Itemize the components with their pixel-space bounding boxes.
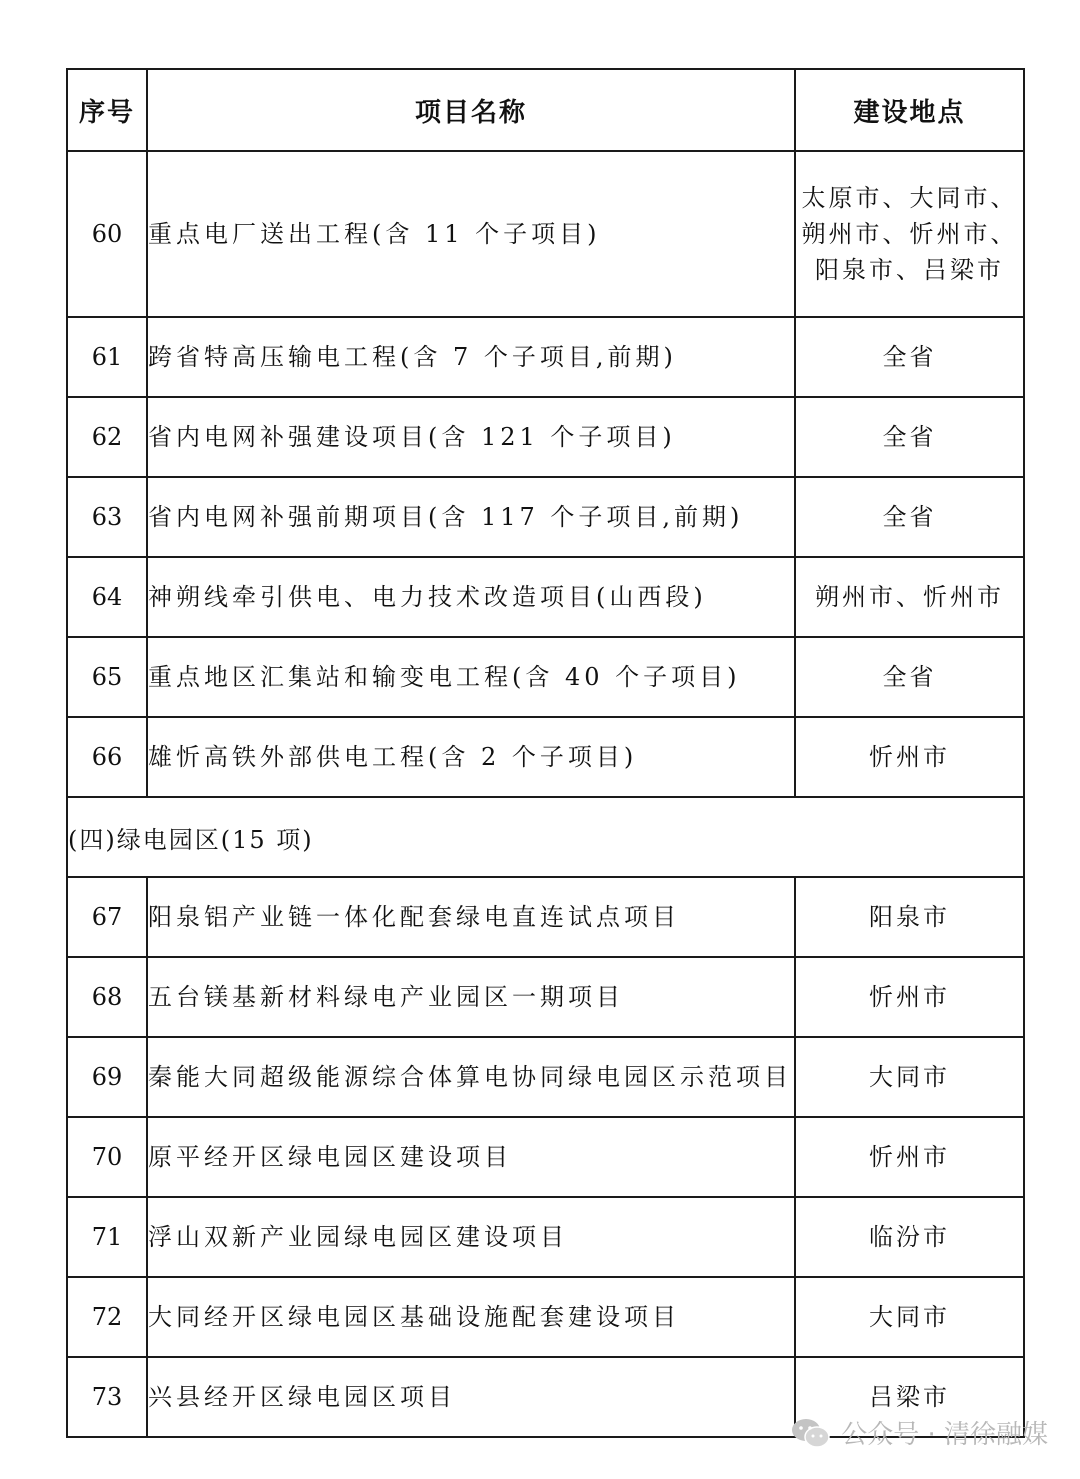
table-row <box>67 151 1024 317</box>
row-name: 浮山双新产业园绿电园区建设项目 <box>147 1197 795 1277</box>
table-row <box>67 957 1024 1037</box>
table-row <box>67 1197 1024 1277</box>
header-index: 序号 <box>67 69 147 151</box>
header-location: 建设地点 <box>795 69 1024 151</box>
row-location: 朔州市、忻州市 <box>795 557 1024 637</box>
row-location: 忻州市 <box>795 957 1024 1037</box>
row-index: 67 <box>67 877 147 957</box>
row-name: 原平经开区绿电园区建设项目 <box>147 1117 795 1197</box>
row-location: 全省 <box>795 637 1024 717</box>
row-index: 73 <box>67 1357 147 1437</box>
row-name: 重点地区汇集站和输变电工程(含 40 个子项目) <box>147 637 795 717</box>
table-row <box>67 1277 1024 1357</box>
row-index: 65 <box>67 637 147 717</box>
row-index: 72 <box>67 1277 147 1357</box>
row-index: 64 <box>67 557 147 637</box>
row-location: 全省 <box>795 477 1024 557</box>
row-location: 太原市、大同市、朔州市、忻州市、阳泉市、吕梁市 <box>795 151 1024 317</box>
row-index: 61 <box>67 317 147 397</box>
row-name: 省内电网补强建设项目(含 121 个子项目) <box>147 397 795 477</box>
project-table <box>66 68 1025 1438</box>
table-row <box>67 637 1024 717</box>
table-row <box>67 877 1024 957</box>
section-heading: (四)绿电园区(15 项) <box>67 797 1024 877</box>
row-location: 全省 <box>795 397 1024 477</box>
table-row <box>67 397 1024 477</box>
table-row <box>67 1117 1024 1197</box>
row-name: 省内电网补强前期项目(含 117 个子项目,前期) <box>147 477 795 557</box>
row-location: 临汾市 <box>795 1197 1024 1277</box>
row-name: 重点电厂送出工程(含 11 个子项目) <box>147 151 795 317</box>
row-location: 大同市 <box>795 1277 1024 1357</box>
row-index: 71 <box>67 1197 147 1277</box>
row-name: 阳泉铝产业链一体化配套绿电直连试点项目 <box>147 877 795 957</box>
row-location: 忻州市 <box>795 1117 1024 1197</box>
row-index: 68 <box>67 957 147 1037</box>
watermark-text: 公众号 · 清徐融媒 <box>841 1420 1048 1450</box>
table-row <box>67 1037 1024 1117</box>
row-index: 70 <box>67 1117 147 1197</box>
row-location: 阳泉市 <box>795 877 1024 957</box>
row-index: 63 <box>67 477 147 557</box>
row-location: 大同市 <box>795 1037 1024 1117</box>
table-row <box>67 317 1024 397</box>
table-row <box>67 717 1024 797</box>
wechat-icon <box>791 1417 831 1449</box>
header-name: 项目名称 <box>147 69 795 151</box>
table-row <box>67 477 1024 557</box>
row-location: 吕梁市 <box>795 1357 1024 1437</box>
row-location: 忻州市 <box>795 717 1024 797</box>
row-name: 雄忻高铁外部供电工程(含 2 个子项目) <box>147 717 795 797</box>
watermark <box>791 1414 1048 1451</box>
row-name: 五台镁基新材料绿电产业园区一期项目 <box>147 957 795 1037</box>
table-row <box>67 557 1024 637</box>
row-name: 神朔线牵引供电、电力技术改造项目(山西段) <box>147 557 795 637</box>
row-name: 秦能大同超级能源综合体算电协同绿电园区示范项目 <box>147 1037 795 1117</box>
row-name: 大同经开区绿电园区基础设施配套建设项目 <box>147 1277 795 1357</box>
row-name: 跨省特高压输电工程(含 7 个子项目,前期) <box>147 317 795 397</box>
row-name: 兴县经开区绿电园区项目 <box>147 1357 795 1437</box>
row-index: 60 <box>67 151 147 317</box>
row-index: 62 <box>67 397 147 477</box>
row-index: 66 <box>67 717 147 797</box>
row-index: 69 <box>67 1037 147 1117</box>
row-location: 全省 <box>795 317 1024 397</box>
table-header-row <box>67 69 1024 151</box>
section-row <box>67 797 1024 877</box>
